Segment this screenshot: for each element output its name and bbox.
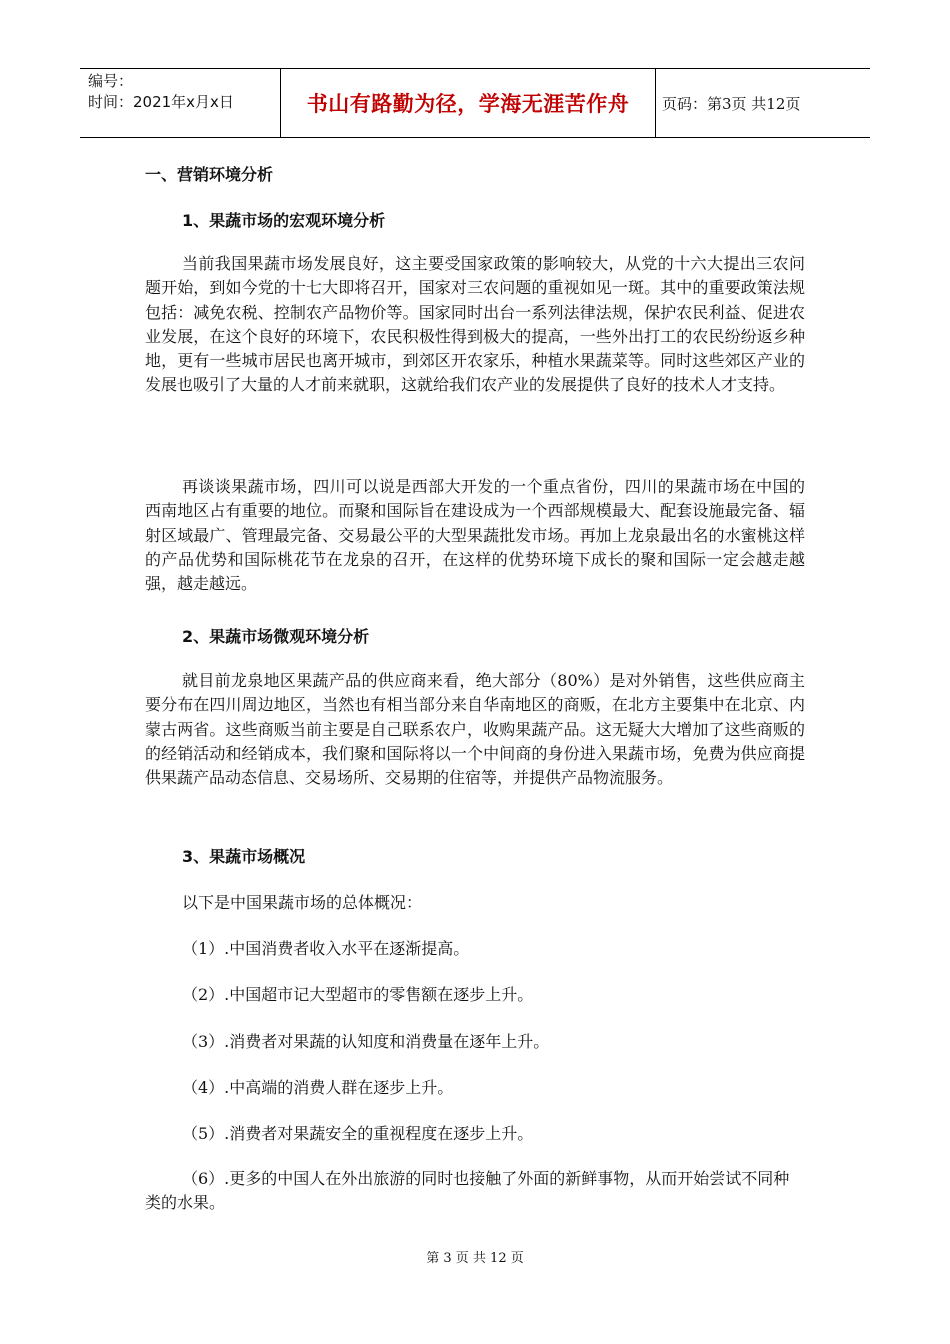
- list-item: （6）.更多的中国人在外出旅游的同时也接触了外面的新鲜事物，从而开始尝试不同种类的水果。: [145, 1169, 790, 1212]
- paragraph-macro-1: 当前我国果蔬市场发展良好，这主要受国家政策的影响较大，从党的十六大提出三农问题开始，到如今党的十七大即将召开，国家对三农问题的重视如见一斑。其中的重要政策法规包括：减免农税、控制农产品物价等。国家同时出台一系列法律法规，保护农民利益、促进农业发展，在这个良好的环境下，农民积极性得到极大的提高，一些外出打工的农民纷纷返乡种地，更有一些城市居民也离开城市，到郊区开农家乐，种植水果蔬菜等。同时这些郊区产业的发展也吸引了大量的人才前来就职，这就给我们农产业的发展提供了良好的技术人才支持。: [145, 254, 805, 395]
- list-item: （2）.中国超市记大型超市的零售额在逐步上升。: [182, 985, 534, 1004]
- header-motto-cell: [280, 69, 656, 137]
- document-number-label: 编号：: [88, 72, 134, 90]
- header-left: [80, 69, 280, 137]
- header-page-info: 页码：第3页 共12页: [662, 94, 801, 113]
- subsection-title-micro: 2、果蔬市场微观环境分析: [182, 627, 370, 646]
- overview-intro: 以下是中国果蔬市场的总体概况：: [182, 893, 423, 912]
- section-title: 一、营销环境分析: [145, 165, 274, 184]
- page-footer: 第 3 页 共 12 页: [426, 1251, 524, 1266]
- paragraph-micro-1: 就目前龙泉地区果蔬产品的供应商来看，绝大部分（80%）是对外销售，这些供应商主要分布在四川周边地区，当然也有相当部分来自华南地区的商贩，在北方主要集中在北京、内蒙古两省。这些商贩当前主要是自己联系农户，收购果蔬产品。这无疑大大增加了这些商贩的的经销活动和经销成本，我们聚和国际将以一个中间商的身份进入果蔬市场，免费为供应商提供果蔬产品动态信息、交易场所、交易期的住宿等，并提供产品物流服务。: [145, 671, 805, 788]
- list-item: （5）.消费者对果蔬安全的重视程度在逐步上升。: [182, 1124, 534, 1143]
- page-header: [80, 68, 870, 138]
- header-motto: 书山有路勤为径，学海无涯苦作舟: [306, 92, 630, 116]
- subsection-title-macro: 1、果蔬市场的宏观环境分析: [182, 211, 386, 230]
- document-date-label: 时间：2021年x月x日: [88, 93, 234, 111]
- paragraph-macro-2: 再谈谈果蔬市场，四川可以说是西部大开发的一个重点省份，四川的果蔬市场在中国的西南地区占有重要的地位。而聚和国际旨在建设成为一个西部规模最大、配套设施最完备、辐射区域最广、管理最完备、交易最公平的大型果蔬批发市场。再加上龙泉最出名的水蜜桃这样的产品优势和国际桃花节在龙泉的召开，在这样的优势环境下成长的聚和国际一定会越走越强，越走越远。: [145, 477, 805, 594]
- list-item: （1）.中国消费者收入水平在逐渐提高。: [182, 939, 470, 958]
- subsection-title-overview: 3、果蔬市场概况: [182, 847, 306, 866]
- list-item: （4）.中高端的消费人群在逐步上升。: [182, 1078, 454, 1097]
- list-item: （3）.消费者对果蔬的认知度和消费量在逐年上升。: [182, 1032, 550, 1051]
